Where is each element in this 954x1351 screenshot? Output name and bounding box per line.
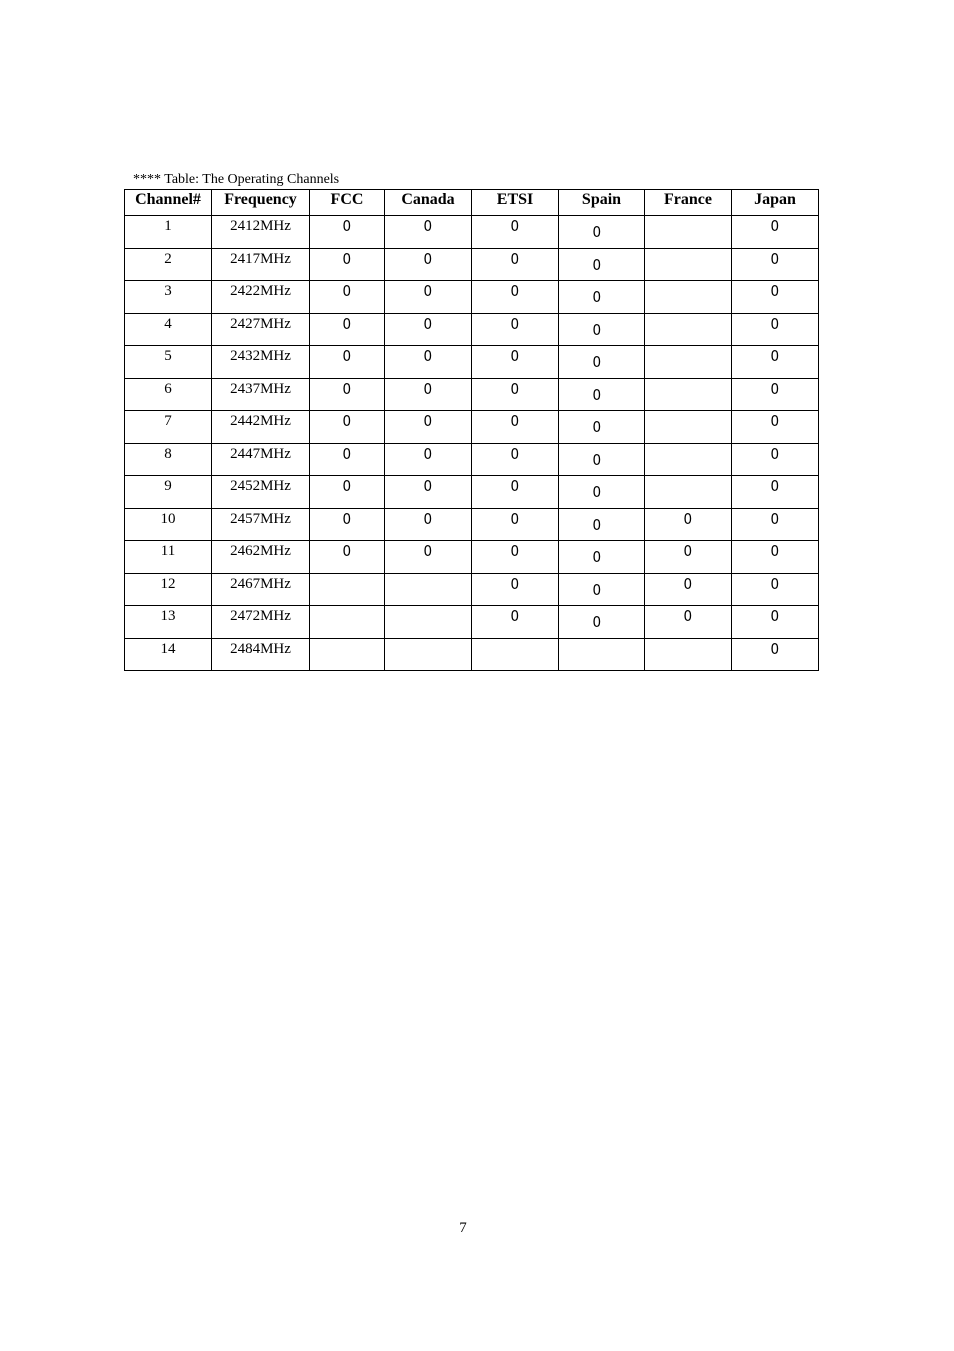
table-row [125,281,819,314]
cell-spain-value: 0 [592,255,602,274]
cell-japan-value: 0 [770,249,780,268]
cell-etsi-value: 0 [510,314,520,333]
header-etsi: ETSI [472,190,559,216]
cell-japan-value: 0 [770,509,780,528]
cell-etsi [472,411,559,444]
cell-spain-value: 0 [592,483,602,501]
cell-canada [385,573,472,606]
cell-fcc-value: 0 [342,444,352,463]
cell-fcc [310,313,385,346]
cell-fcc-value: 0 [342,379,352,398]
cell-frequency: 2442MHz [212,411,310,444]
cell-canada-value: 0 [423,314,433,333]
cell-canada-value: 0 [423,509,433,528]
table-row [125,443,819,476]
cell-fcc-value: 0 [342,249,352,268]
table-row [125,378,819,411]
cell-etsi [472,281,559,314]
cell-france [645,638,732,671]
cell-fcc-value: 0 [342,347,352,365]
cell-canada-value: 0 [423,249,433,268]
cell-channel: 6 [125,378,212,411]
cell-etsi [472,313,559,346]
cell-japan [732,573,819,606]
cell-japan [732,281,819,314]
cell-etsi [472,573,559,606]
cell-japan-value: 0 [770,314,780,333]
cell-frequency: 2467MHz [212,573,310,606]
cell-channel: 9 [125,476,212,509]
table-row [125,411,819,444]
cell-canada-value: 0 [423,347,433,365]
cell-japan-value: 0 [770,282,780,300]
cell-fcc-value: 0 [342,412,352,430]
cell-france-value: 0 [683,509,693,528]
cell-frequency: 2432MHz [212,346,310,379]
cell-fcc [310,411,385,444]
cell-france-value: 0 [683,542,693,560]
cell-spain-value: 0 [592,450,602,469]
page-number: 7 [459,1220,467,1236]
cell-frequency: 2472MHz [212,606,310,639]
cell-canada-value: 0 [423,477,433,495]
cell-japan-value: 0 [770,574,780,593]
cell-etsi [472,443,559,476]
cell-frequency: 2417MHz [212,248,310,281]
table-row [125,216,819,249]
cell-etsi [472,216,559,249]
cell-canada [385,541,472,574]
cell-spain [559,638,645,671]
cell-frequency: 2412MHz [212,216,310,249]
cell-etsi [472,346,559,379]
header-france: France [645,190,732,216]
table-row [125,638,819,671]
cell-fcc-value: 0 [342,217,352,235]
header-channel: Channel# [125,190,212,216]
cell-etsi [472,638,559,671]
cell-fcc-value: 0 [342,509,352,528]
cell-japan-value: 0 [770,607,780,625]
cell-fcc [310,248,385,281]
cell-japan [732,508,819,541]
cell-spain [559,443,645,476]
cell-fcc [310,378,385,411]
cell-japan-value: 0 [770,542,780,560]
cell-fcc [310,346,385,379]
cell-canada [385,638,472,671]
cell-fcc [310,281,385,314]
cell-japan [732,443,819,476]
cell-fcc [310,508,385,541]
cell-france [645,541,732,574]
cell-canada-value: 0 [423,282,433,300]
cell-frequency: 2457MHz [212,508,310,541]
cell-france [645,508,732,541]
cell-channel: 13 [125,606,212,639]
header-fcc: FCC [310,190,385,216]
cell-etsi-value: 0 [510,574,520,593]
cell-etsi [472,378,559,411]
cell-france [645,248,732,281]
cell-canada-value: 0 [423,379,433,398]
cell-canada-value: 0 [423,444,433,463]
cell-japan [732,411,819,444]
cell-fcc-value: 0 [342,282,352,300]
cell-etsi-value: 0 [510,217,520,235]
cell-frequency: 2437MHz [212,378,310,411]
cell-japan [732,378,819,411]
cell-spain-value: 0 [592,515,602,534]
cell-japan [732,638,819,671]
cell-france [645,216,732,249]
cell-japan [732,248,819,281]
cell-fcc [310,573,385,606]
cell-france [645,443,732,476]
cell-canada [385,313,472,346]
cell-fcc [310,606,385,639]
cell-frequency: 2447MHz [212,443,310,476]
cell-etsi-value: 0 [510,347,520,365]
cell-frequency: 2462MHz [212,541,310,574]
cell-japan-value: 0 [770,217,780,235]
cell-fcc-value: 0 [342,314,352,333]
cell-channel: 3 [125,281,212,314]
cell-spain [559,216,645,249]
cell-france-value: 0 [683,607,693,625]
cell-canada [385,443,472,476]
cell-spain-value: 0 [592,320,602,339]
cell-spain-value: 0 [592,613,602,631]
cell-spain-value: 0 [592,353,602,371]
cell-france [645,346,732,379]
cell-canada [385,476,472,509]
cell-japan-value: 0 [770,444,780,463]
cell-etsi-value: 0 [510,249,520,268]
cell-japan-value: 0 [770,639,780,658]
cell-etsi-value: 0 [510,379,520,398]
header-frequency: Frequency [212,190,310,216]
cell-france [645,378,732,411]
cell-canada [385,216,472,249]
cell-channel: 7 [125,411,212,444]
cell-spain [559,606,645,639]
cell-france [645,606,732,639]
table-row [125,476,819,509]
table-row [125,541,819,574]
cell-etsi-value: 0 [510,509,520,528]
cell-spain-value: 0 [592,385,602,404]
cell-etsi [472,508,559,541]
cell-canada-value: 0 [423,217,433,235]
cell-fcc [310,443,385,476]
cell-channel: 14 [125,638,212,671]
table-row [125,248,819,281]
cell-channel: 5 [125,346,212,379]
cell-france [645,313,732,346]
table-row [125,573,819,606]
cell-channel: 4 [125,313,212,346]
cell-fcc-value: 0 [342,477,352,495]
table-caption: **** Table: The Operating Channels [133,172,340,187]
operating-channels-table [124,189,819,671]
cell-fcc-value: 0 [342,542,352,560]
cell-fcc [310,216,385,249]
header-japan: Japan [732,190,819,216]
cell-france [645,573,732,606]
cell-etsi-value: 0 [510,282,520,300]
cell-frequency: 2452MHz [212,476,310,509]
cell-spain [559,378,645,411]
cell-frequency: 2484MHz [212,638,310,671]
cell-japan [732,216,819,249]
cell-japan [732,476,819,509]
table-row [125,606,819,639]
cell-etsi-value: 0 [510,412,520,430]
cell-frequency: 2427MHz [212,313,310,346]
cell-spain-value: 0 [592,223,602,241]
cell-etsi-value: 0 [510,477,520,495]
cell-canada-value: 0 [423,542,433,560]
header-spain: Spain [559,190,645,216]
cell-canada-value: 0 [423,412,433,430]
table-row [125,346,819,379]
cell-fcc [310,638,385,671]
cell-channel: 11 [125,541,212,574]
cell-france-value: 0 [683,574,693,593]
cell-spain [559,248,645,281]
header-canada: Canada [385,190,472,216]
cell-channel: 8 [125,443,212,476]
cell-japan-value: 0 [770,477,780,495]
cell-etsi [472,606,559,639]
cell-fcc [310,476,385,509]
cell-channel: 1 [125,216,212,249]
cell-etsi [472,248,559,281]
cell-etsi-value: 0 [510,444,520,463]
cell-spain [559,573,645,606]
cell-channel: 2 [125,248,212,281]
cell-canada [385,281,472,314]
cell-canada [385,346,472,379]
cell-japan [732,313,819,346]
table-header-row [125,190,819,216]
table-row [125,313,819,346]
cell-frequency: 2422MHz [212,281,310,314]
table-row [125,508,819,541]
cell-spain [559,281,645,314]
cell-canada [385,248,472,281]
cell-etsi-value: 0 [510,542,520,560]
cell-spain [559,346,645,379]
cell-spain-value: 0 [592,418,602,436]
cell-spain [559,541,645,574]
cell-france [645,476,732,509]
cell-canada [385,508,472,541]
cell-etsi [472,476,559,509]
cell-france [645,281,732,314]
cell-france [645,411,732,444]
cell-spain [559,476,645,509]
cell-canada [385,378,472,411]
cell-channel: 10 [125,508,212,541]
cell-japan [732,346,819,379]
cell-japan-value: 0 [770,412,780,430]
cell-spain-value: 0 [592,288,602,306]
cell-japan [732,541,819,574]
cell-canada [385,606,472,639]
cell-spain-value: 0 [592,548,602,566]
cell-etsi-value: 0 [510,607,520,625]
cell-fcc [310,541,385,574]
cell-japan [732,606,819,639]
cell-spain [559,508,645,541]
cell-spain [559,313,645,346]
cell-canada [385,411,472,444]
cell-channel: 12 [125,573,212,606]
cell-spain-value: 0 [592,580,602,599]
table-body [125,216,819,671]
cell-spain [559,411,645,444]
cell-japan-value: 0 [770,379,780,398]
cell-japan-value: 0 [770,347,780,365]
cell-etsi [472,541,559,574]
